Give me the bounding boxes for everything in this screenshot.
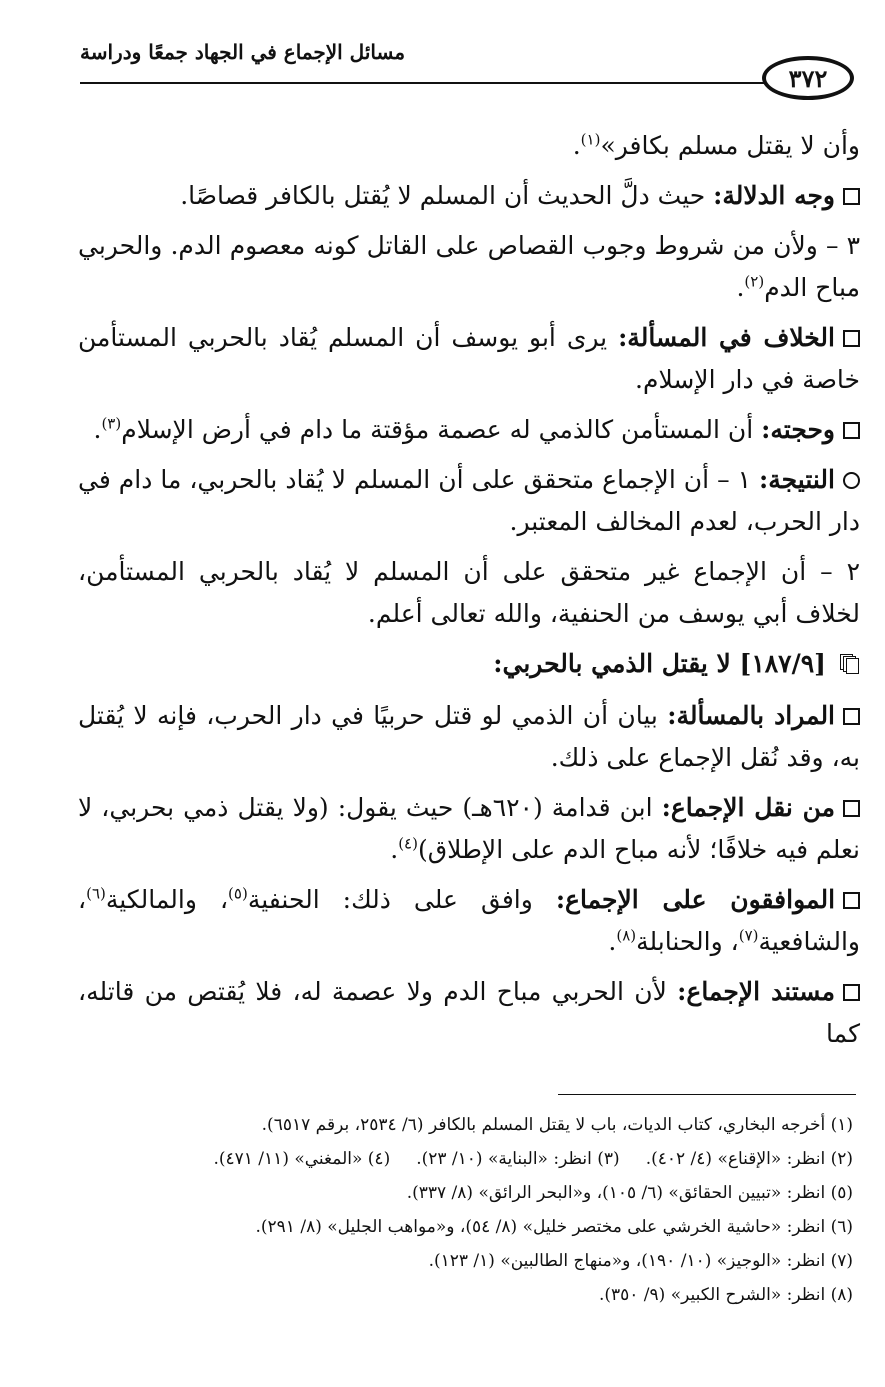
square-bullet-icon (843, 892, 860, 909)
circle-bullet-icon (843, 472, 860, 489)
footnote-8: (٨) انظر: «الشرح الكبير» (٩/ ٣٥٠). (598, 1285, 853, 1305)
paragraph-agreeing: الموافقون على الإجماع: وافق على ذلك: الحنفية$^{(٥)}$، والمالكية$^{(٦)}$، والشافعية$^{(٧)}$، والحنابلة$^{(٨)}$. (78, 884, 860, 956)
label-basis: مستند الإجماع: (677, 977, 835, 1006)
footnote-separator (558, 1094, 856, 1095)
footnote-ref-8[interactable]: (٨) (616, 926, 637, 945)
footnote-6: (٦) انظر: «حاشية الخرشي على مختصر خليل» (٨/ ٥٤)، و«مواهب الجليل» (٨/ ٢٩١). (255, 1217, 853, 1237)
label-result: النتيجة: (759, 465, 835, 494)
footnote-ref-3[interactable]: (٣) (101, 414, 122, 433)
running-header-title: مسائل الإجماع في الجهاد جمعًا ودراسة (80, 40, 406, 64)
paragraph-result-2: ٢ – أن الإجماع غير متحقق على أن المسلم لا يُقاد بالحربي المستأمن، لخلاف أبي يوسف من الحنفية، والله تعالى أعلم. (78, 557, 860, 628)
footnote-ref-6[interactable]: (٦) (86, 884, 106, 903)
footnote-ref-5[interactable]: (٥) (228, 884, 248, 903)
paragraph-transmitter: من نقل الإجماع: ابن قدامة (٦٢٠هـ) حيث يقول: (ولا يقتل ذمي بحربي، لا نعلم فيه خلافًا؛ لأنه مباح الدم على الإطلاق)$^{(٤)}$. (78, 793, 860, 864)
footnote-2: (٢) انظر: «الإقناع» (٤/ ٤٠٢). (645, 1149, 853, 1169)
paragraph-disagreement: الخلاف في المسألة: يرى أبو يوسف أن المسلم يُقاد بالحربي المستأمن خاصة في دار الإسلام. (78, 323, 860, 394)
label-meaning: المراد بالمسألة: (667, 701, 836, 730)
square-bullet-icon (843, 422, 860, 439)
square-bullet-icon (843, 984, 860, 1001)
paragraph-hadith-end: وأن لا يقتل مسلم بكافر»$^{(١)}$. (572, 130, 860, 160)
paragraph-evidence: وجه الدلالة: حيث دلَّ الحديث أن المسلم لا يُقتل بالكافر قصاصًا. (78, 175, 860, 217)
label-transmitter: من نقل الإجماع: (661, 793, 836, 822)
square-bullet-icon (843, 708, 860, 725)
paragraph-point-3: ٣ – ولأن من شروط وجوب القصاص على القاتل كونه معصوم الدم. والحربي مباح الدم$^{(٢)}$. (78, 231, 860, 302)
footnote-1: (١) أخرجه البخاري، كتاب الديات، باب لا يقتل المسلم بالكافر (٦/ ٢٥٣٤، برقم ٦٥١٧). (261, 1115, 853, 1135)
footnote-5: (٥) انظر: «تبيين الحقائق» (٦/ ١٠٥)، و«البحر الرائق» (٨/ ٣٣٧). (406, 1183, 853, 1203)
footnote-line-2-4 (78, 1142, 853, 1176)
footnotes (78, 1108, 853, 1312)
footnote-ref-2[interactable]: (٢) (744, 272, 765, 291)
paragraph-basis: مستند الإجماع: لأن الحربي مباح الدم ولا عصمة له، فلا يُقتص من قاتله، كما (78, 977, 860, 1048)
paragraph-result: النتيجة: ١ – أن الإجماع متحقق على أن المسلم لا يُقاد بالحربي، ما دام في دار الحرب، لعدم المخالف المعتبر. (78, 465, 860, 536)
page-number: ٣٧٢ (788, 63, 828, 93)
footnote-7: (٧) انظر: «الوجيز» (١٠/ ١٩٠)، و«منهاج الطالبين» (١/ ١٢٣). (428, 1251, 853, 1271)
square-bullet-icon (843, 330, 860, 347)
section-heading: [١٨٧/٩] لا يقتل الذمي بالحربي: (78, 643, 860, 685)
footnote-3: (٣) انظر: «البناية» (١٠/ ٢٣). (416, 1149, 620, 1169)
paragraph-argument: وحجته: أن المستأمن كالذمي له عصمة مؤقتة ما دام في أرض الإسلام$^{(٣)}$. (78, 409, 860, 451)
main-text (78, 125, 860, 1063)
label-argument: وحجته: (761, 415, 835, 444)
footnote-ref-4[interactable]: (٤) (398, 834, 418, 853)
square-bullet-icon (843, 188, 860, 205)
footnote-4: (٤) «المغني» (١١/ ٤٧١). (213, 1149, 391, 1169)
documents-icon (840, 654, 860, 674)
label-agreeing: الموافقون على الإجماع: (555, 885, 836, 914)
footnote-ref-1[interactable]: (١) (580, 130, 601, 149)
square-bullet-icon (843, 800, 860, 817)
paragraph-meaning: المراد بالمسألة: بيان أن الذمي لو قتل حربيًا في دار الحرب، فإنه لا يُقتل به، وقد نُقل الإجماع على ذلك. (78, 701, 860, 772)
footnote-ref-7[interactable]: (٧) (738, 926, 759, 945)
page-number-badge (762, 56, 854, 100)
label-evidence: وجه الدلالة: (713, 181, 835, 210)
header-rule (80, 82, 770, 84)
label-disagreement: الخلاف في المسألة: (618, 323, 835, 352)
